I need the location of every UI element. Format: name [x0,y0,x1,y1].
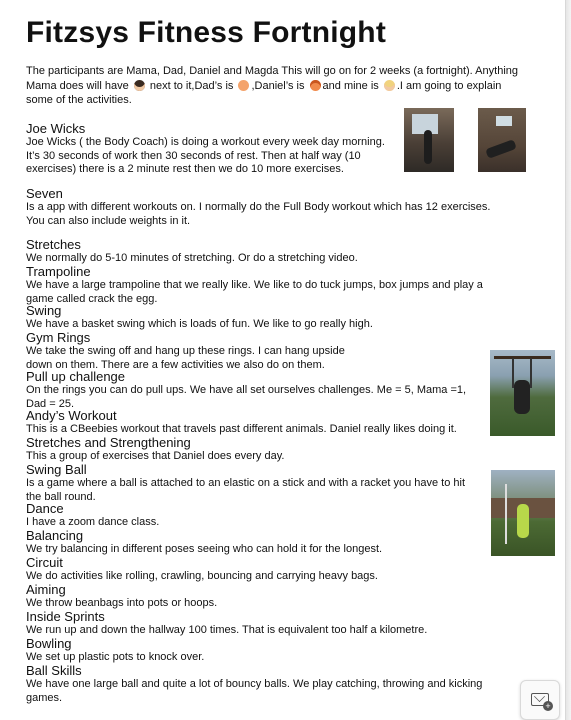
section-title: Swing Ball [26,462,87,477]
section-swing-ball [26,462,496,504]
section-line: Is a game where a ball is attached to an elastic on a stick and with a racket you have to hit [26,477,466,489]
section-line: Joe Wicks ( the Body Coach) is doing a workout every week day morning. [26,136,385,148]
section-title: Trampoline [26,264,91,279]
joe-wicks-photo-2 [478,108,526,172]
section-line: We have a large trampoline that we really like. We like to do tuck jumps, box jumps and play a [26,279,483,291]
section-line: We take the swing off and hang up these rings. I can hang upside [26,345,345,357]
frame-bar-shape [494,356,551,359]
section-aiming [26,582,496,611]
section-gym-rings [26,330,496,372]
section-line: We try balancing in different poses seeing who can hold it for the longest. [26,543,383,555]
person-shape [485,139,517,159]
person-shape [517,504,529,538]
section-title: Bowling [26,636,72,651]
section-line: exercises) there is a 2 minute rest then we do 10 more exercises. [26,163,344,175]
pole-shape [505,484,507,544]
mama-face-icon [134,80,145,91]
section-title: Andy’s Workout [26,408,117,423]
section-title: Stretches and Strengthening [26,435,191,450]
tv-shape [496,116,512,126]
section-line: We do activities like rolling, crawling, bouncing and carrying heavy bags. [26,570,378,582]
section-title: Aiming [26,582,66,597]
intro-text-3: ,Daniel’s is [251,79,305,92]
section-dance [26,501,496,530]
section-line: game called crack the egg. [26,292,158,305]
section-line: We have a basket swing which is loads of fun. We like to go really high. [26,318,373,330]
gym-rings-photo [490,350,555,436]
page-edge [565,0,571,720]
section-swing [26,303,496,332]
intro-text-4: and mine is [322,79,379,92]
section-line: On the rings you can do pull ups. We have all set ourselves challenges. Me = 5, Mama =1, [26,384,467,396]
section-seven [26,186,526,228]
section-ball-skills [26,663,496,705]
section-title: Balancing [26,528,84,543]
section-line: I have a zoom dance class. [26,516,160,528]
section-title: Circuit [26,555,63,570]
plus-icon: + [543,701,553,711]
swing-ball-photo [491,470,555,556]
intro-paragraph [26,64,526,108]
section-line: You can also include weights in it. [26,214,191,227]
section-line: Is a app with different workouts on. I normally do the Full Body workout which has 12 exercises. [26,201,491,213]
section-title: Swing [26,303,62,318]
section-title: Pull up challenge [26,369,126,384]
intro-text-1: The participants are Mama, Dad, Daniel and Magda This will go on for 2 weeks (a fortnight). Anything Mama does will have [26,65,518,92]
section-title: Seven [26,186,63,201]
section-line: We throw beanbags into pots or hoops. [26,597,218,609]
intro-text-2: next to it,Dad’s is [149,79,234,92]
section-bowling [26,636,496,665]
section-line: This a group of exercises that Daniel does every day. [26,450,285,462]
section-line: down on them. There are a few activities we also do on them. [26,358,325,371]
section-pull-up-challenge [26,369,496,411]
rope-shape [530,358,532,388]
section-line: the ball round. [26,490,96,503]
section-line: We run up and down the hallway 100 times. That is equivalent too half a kilometre. [26,624,428,636]
section-title: Inside Sprints [26,609,105,624]
magda-face-icon [384,80,395,91]
joe-wicks-photo-1 [404,108,454,172]
section-circuit [26,555,496,584]
daniel-face-icon [310,80,321,91]
mail-add-button[interactable] [520,680,560,720]
section-stretches-and-strengthening [26,435,496,464]
section-line: It’s 30 seconds of work then 30 seconds of rest. Then at half way (10 [26,149,361,162]
section-title: Stretches [26,237,81,252]
person-shape [514,380,530,414]
section-stretches [26,237,496,266]
intro-text-5: .I am going to explain some of the activities. [26,79,502,106]
person-shape [424,130,432,164]
section-trampoline [26,264,496,306]
section-line: Dad = 25. [26,397,75,410]
section-line: We set up plastic pots to knock over. [26,651,205,663]
section-line: We normally do 5-10 minutes of stretching. Or do a stretching video. [26,252,358,264]
section-title: Ball Skills [26,663,82,678]
section-title: Gym Rings [26,330,91,345]
section-title: Dance [26,501,64,516]
section-line: games. [26,691,63,704]
section-andys-workout [26,408,496,437]
section-inside-sprints [26,609,496,638]
page-title: Fitzsys Fitness Fortnight [26,16,387,49]
section-title: Joe Wicks [26,121,86,136]
section-line: We have one large ball and quite a lot of bouncy balls. We play catching, throwing and kicking [26,678,483,690]
dad-face-icon [238,80,249,91]
section-balancing [26,528,496,557]
section-line: This is a CBeebies workout that travels past different animals. Daniel really likes doing it. [26,423,457,435]
